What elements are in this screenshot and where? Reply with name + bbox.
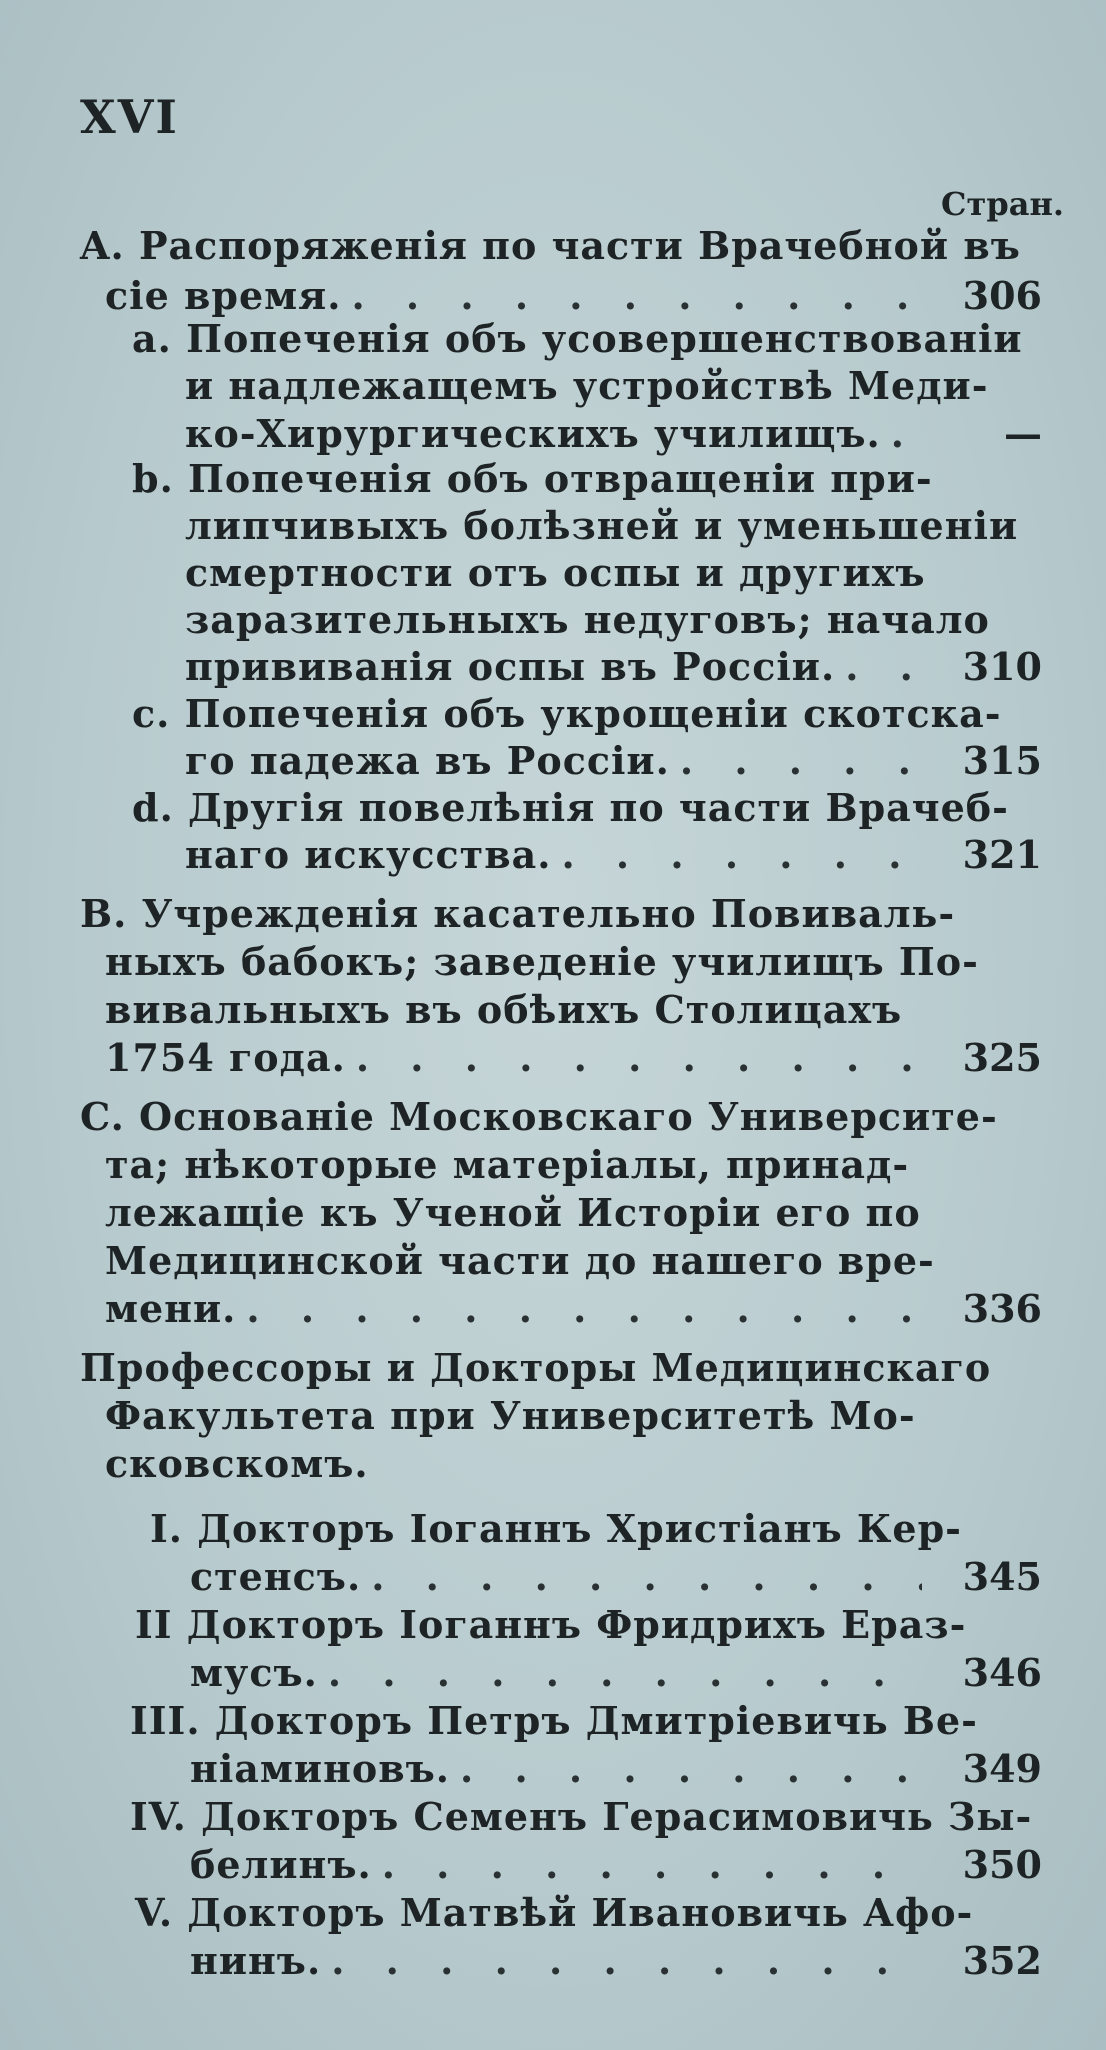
toc-entry-line: Профессоры и Докторы Медицинскаго <box>80 1345 992 1390</box>
toc-entry-line-with-page <box>190 1553 932 1601</box>
toc-entry-text: стенсъ. <box>190 1554 362 1599</box>
toc-entry-line-with-page <box>105 1285 932 1333</box>
toc-page-number: 310 <box>962 644 1042 689</box>
toc-entry-line: и надлежащемъ устройствѣ Меди- <box>185 363 989 408</box>
toc-entry-text: белинъ. <box>190 1842 372 1887</box>
toc-page-number: 315 <box>962 738 1042 783</box>
toc-entry-line: заразительныхъ недуговъ; начало <box>185 597 990 642</box>
dot-leader <box>680 737 922 785</box>
toc-entry-line: та; нѣкоторые матеріалы, принад- <box>105 1142 910 1187</box>
dot-leader <box>845 643 922 691</box>
toc-entry-line: Факультета при Университетѣ Мо- <box>105 1393 916 1438</box>
toc-entry-line-with-page <box>185 737 932 785</box>
dot-leader <box>328 1649 922 1697</box>
dot-leader <box>891 410 922 458</box>
toc-entry-line: Медицинской части до нашего вре- <box>105 1238 935 1283</box>
page-column-heading: Стран. <box>941 185 1064 223</box>
toc-entry-line-with-page <box>190 1649 932 1697</box>
toc-entry-text: ніаминовъ. <box>190 1746 451 1791</box>
toc-entry-line-with-page <box>105 1034 932 1082</box>
toc-entry-line: сковскомъ. <box>105 1441 369 1486</box>
toc-entry-line-with-page <box>190 1745 932 1793</box>
toc-entry-text: нинъ. <box>190 1938 322 1983</box>
dot-leader <box>561 831 922 879</box>
toc-entry-line: A. Распоряженія по части Врачебной въ <box>80 223 1021 268</box>
toc-page-number: — <box>1004 411 1042 456</box>
toc-entry-text: ко-Хирургическихъ училищъ. <box>185 411 881 456</box>
toc-entry-line-with-page <box>185 643 932 691</box>
toc-entry-line-with-page <box>185 410 932 458</box>
page-roman-numeral: XVI <box>80 90 179 144</box>
dot-leader <box>371 1553 922 1601</box>
dot-leader <box>246 1285 922 1333</box>
toc-page-number: 306 <box>962 273 1042 318</box>
toc-entry-line: IV. Докторъ Семенъ Герасимовичь Зы- <box>130 1794 1033 1839</box>
dot-leader <box>331 1937 922 1985</box>
toc-entry-line: d. Другія повелѣнія по части Врачеб- <box>132 785 1009 830</box>
toc-entry-line-with-page <box>105 272 932 320</box>
toc-page-number: 325 <box>962 1035 1042 1080</box>
toc-entry-text: мусъ. <box>190 1650 318 1695</box>
toc-entry-line: B. Учрежденія касательно Повиваль- <box>80 891 956 936</box>
toc-entry-text: мени. <box>105 1286 237 1331</box>
toc-entry-line-with-page <box>190 1841 932 1889</box>
dot-leader <box>351 272 922 320</box>
toc-entry-line: a. Попеченія объ усовершенствованіи <box>132 316 1023 361</box>
toc-page-number: 321 <box>962 832 1042 877</box>
toc-page-number: 349 <box>962 1746 1042 1791</box>
toc-entry-line: смертности отъ оспы и другихъ <box>185 550 926 595</box>
toc-entry-line: лежащіе къ Ученой Исторіи его по <box>105 1190 921 1235</box>
toc-entry-line: II Докторъ Іоганнъ Фридрихъ Ераз- <box>135 1602 967 1647</box>
toc-entry-line: вивальныхъ въ обѣихъ Столицахъ <box>105 987 903 1032</box>
toc-page-number: 346 <box>962 1650 1042 1695</box>
toc-entry-line: C. Основаніе Московскаго Университе- <box>80 1094 998 1139</box>
toc-entry-line: липчивыхъ болѣзней и уменьшеніи <box>185 503 1019 548</box>
toc-entry-text: го падежа въ Россіи. <box>185 738 670 783</box>
toc-entry-line-with-page <box>185 831 932 879</box>
toc-entry-line: b. Попеченія объ отвращеніи при- <box>132 456 933 501</box>
toc-entry-text: 1754 года. <box>105 1035 346 1080</box>
toc-page-number: 345 <box>962 1554 1042 1599</box>
toc-entry-line: V. Докторъ Матвѣй Ивановичь Афо- <box>135 1890 974 1935</box>
toc-entry-text: сіе время. <box>105 273 342 318</box>
toc-entry-line: I. Докторъ Іоганнъ Христіанъ Кер- <box>150 1506 962 1551</box>
toc-page-number: 352 <box>962 1938 1042 1983</box>
toc-entry-text: прививанія оспы въ Россіи. <box>185 644 836 689</box>
dot-leader <box>460 1745 922 1793</box>
toc-entry-line: III. Докторъ Петръ Дмитріевичь Ве- <box>130 1698 978 1743</box>
dot-leader <box>382 1841 922 1889</box>
toc-page-number: 350 <box>962 1842 1042 1887</box>
dot-leader <box>356 1034 922 1082</box>
toc-entry-line-with-page <box>190 1937 932 1985</box>
toc-entry-line: c. Попеченія объ укрощеніи скотска- <box>132 691 1002 736</box>
toc-page-number: 336 <box>962 1286 1042 1331</box>
toc-entry-line: ныхъ бабокъ; заведеніе училищъ По- <box>105 939 979 984</box>
toc-entry-text: наго искусства. <box>185 832 552 877</box>
